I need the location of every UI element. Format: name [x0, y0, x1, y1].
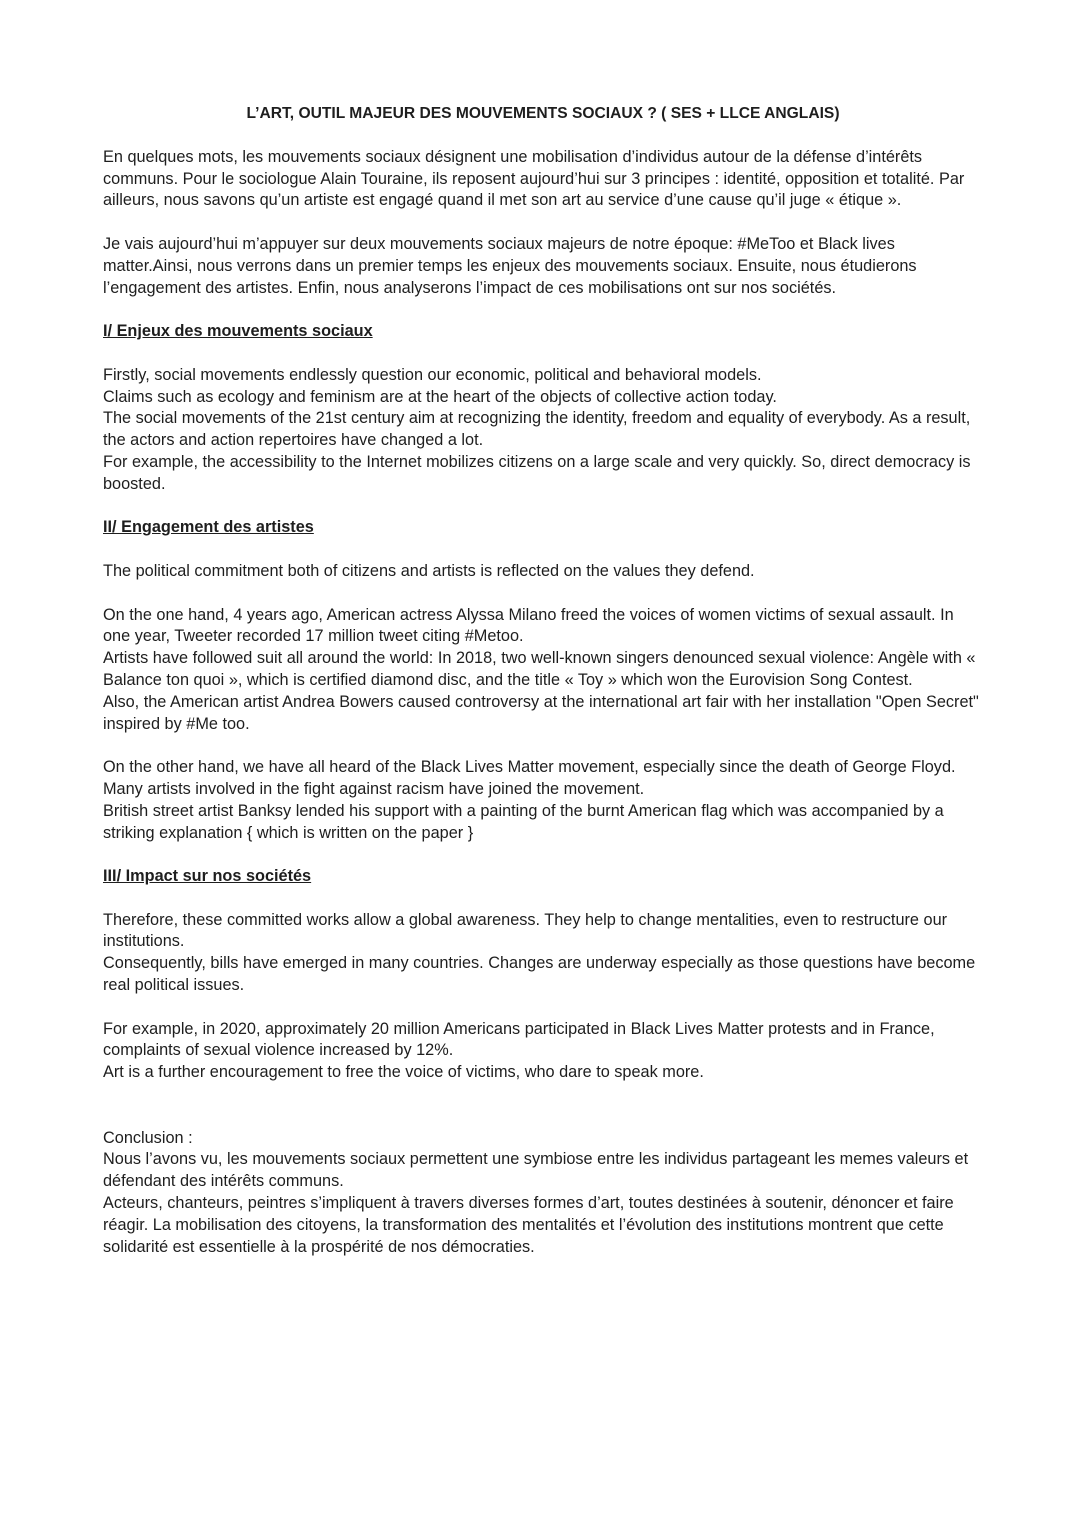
- section2-heading: II/ Engagement des artistes: [103, 518, 314, 537]
- section3-block2-line-2: Art is a further encouragement to free the voice of victims, who dare to speak more.: [103, 1063, 704, 1082]
- conclusion-line-2: Acteurs, chanteurs, peintres s’impliquent à travers diverses formes d’art, toutes destinées à soutenir, dénoncer et faire réagir. La mobilisation des citoyens, la transformation des mentalités et l’évolution des institutions montrent que cette solidarité est essentielle à la prospérité de nos démocraties.: [103, 1194, 954, 1256]
- conclusion-line-1: Nous l’avons vu, les mouvements sociaux permettent une symbiose entre les individus partageant les memes valeurs et défendant des intérêts communs.: [103, 1150, 969, 1191]
- section3-block1-line-1: Therefore, these committed works allow a global awareness. They help to change mentalities, even to restructure our institutions.: [103, 910, 948, 951]
- section1-body: [103, 365, 983, 496]
- section1-line-2: Claims such as ecology and feminism are at the heart of the objects of collective action today.: [103, 387, 777, 406]
- section2-block1-line-2: Artists have followed suit all around the world: In 2018, two well-known singers denounced sexual violence: Angèle with « Balance ton quoi », which is certified diamond disc, and the title « Toy » which won the Eurovision Song Contest.: [103, 649, 976, 689]
- intro-paragraph-2: Je vais aujourd’hui m’appuyer sur deux mouvements sociaux majeurs de notre époque: #MeToo et Black lives matter.Ainsi, nous verrons dans un premier temps les enjeux des mouvements sociaux. Ensuite, nous étudierons l’engagement des artistes. Enfin, nous analyserons l’impact de ces mobilisations ont sur nos sociétés.: [103, 234, 917, 297]
- section1-line-3: The social movements of the 21st century aim at recognizing the identity, freedom and equality of everybody. As a result, the actors and action repertoires have changed a lot.: [103, 409, 971, 450]
- section1-line-1: Firstly, social movements endlessly question our economic, political and behavioral models.: [103, 365, 762, 384]
- section2-block2-line-2: British street artist Banksy lended his support with a painting of the burnt American flag which was accompanied by a striking explanation { which is written on the paper }: [103, 801, 944, 842]
- document-title: L’ART, OUTIL MAJEUR DES MOUVEMENTS SOCIAUX ? ( SES + LLCE ANGLAIS): [246, 105, 840, 122]
- section1-heading: I/ Enjeux des mouvements sociaux: [103, 322, 373, 341]
- conclusion-block: [103, 1128, 983, 1259]
- section3-block2: [103, 1019, 983, 1084]
- section3-block1-line-2: Consequently, bills have emerged in many countries. Changes are underway especially as those questions have become real political issues.: [103, 954, 976, 995]
- section2-block1-line-3: Also, the American artist Andrea Bowers caused controversy at the international art fair with her installation "Open Secret" inspired by #Me too.: [103, 692, 979, 733]
- section2-intro: The political commitment both of citizens and artists is reflected on the values they defend.: [103, 561, 755, 580]
- conclusion-label: Conclusion :: [103, 1128, 193, 1147]
- intro-paragraph-1: En quelques mots, les mouvements sociaux désignent une mobilisation d’individus autour de la défense d’intérêts communs. Pour le sociologue Alain Touraine, ils reposent aujourd’hui sur 3 principes : identité, opposition et totalité. Par ailleurs, nous savons qu’un artiste est engagé quand il met son art au service d’une cause qu’il juge « étique ».: [103, 147, 965, 210]
- section3-block1: [103, 910, 983, 997]
- section3-block2-line-1: For example, in 2020, approximately 20 million Americans participated in Black Lives Matter protests and in France, complaints of sexual violence increased by 12%.: [103, 1019, 935, 1060]
- section2-block1-line-1: On the one hand, 4 years ago, American actress Alyssa Milano freed the voices of women victims of sexual assault. In one year, Tweeter recorded 17 million tweet citing #Metoo.: [103, 605, 954, 646]
- section1-line-4: For example, the accessibility to the Internet mobilizes citizens on a large scale and very quickly. So, direct democracy is boosted.: [103, 452, 971, 493]
- section2-block2: [103, 757, 983, 844]
- document-page: [103, 103, 983, 1258]
- section2-block2-line-1: On the other hand, we have all heard of the Black Lives Matter movement, especially since the death of George Floyd. Many artists involved in the fight against racism have joined the movement.: [103, 758, 956, 798]
- section2-block1: [103, 605, 983, 736]
- section3-heading: III/ Impact sur nos sociétés: [103, 867, 312, 886]
